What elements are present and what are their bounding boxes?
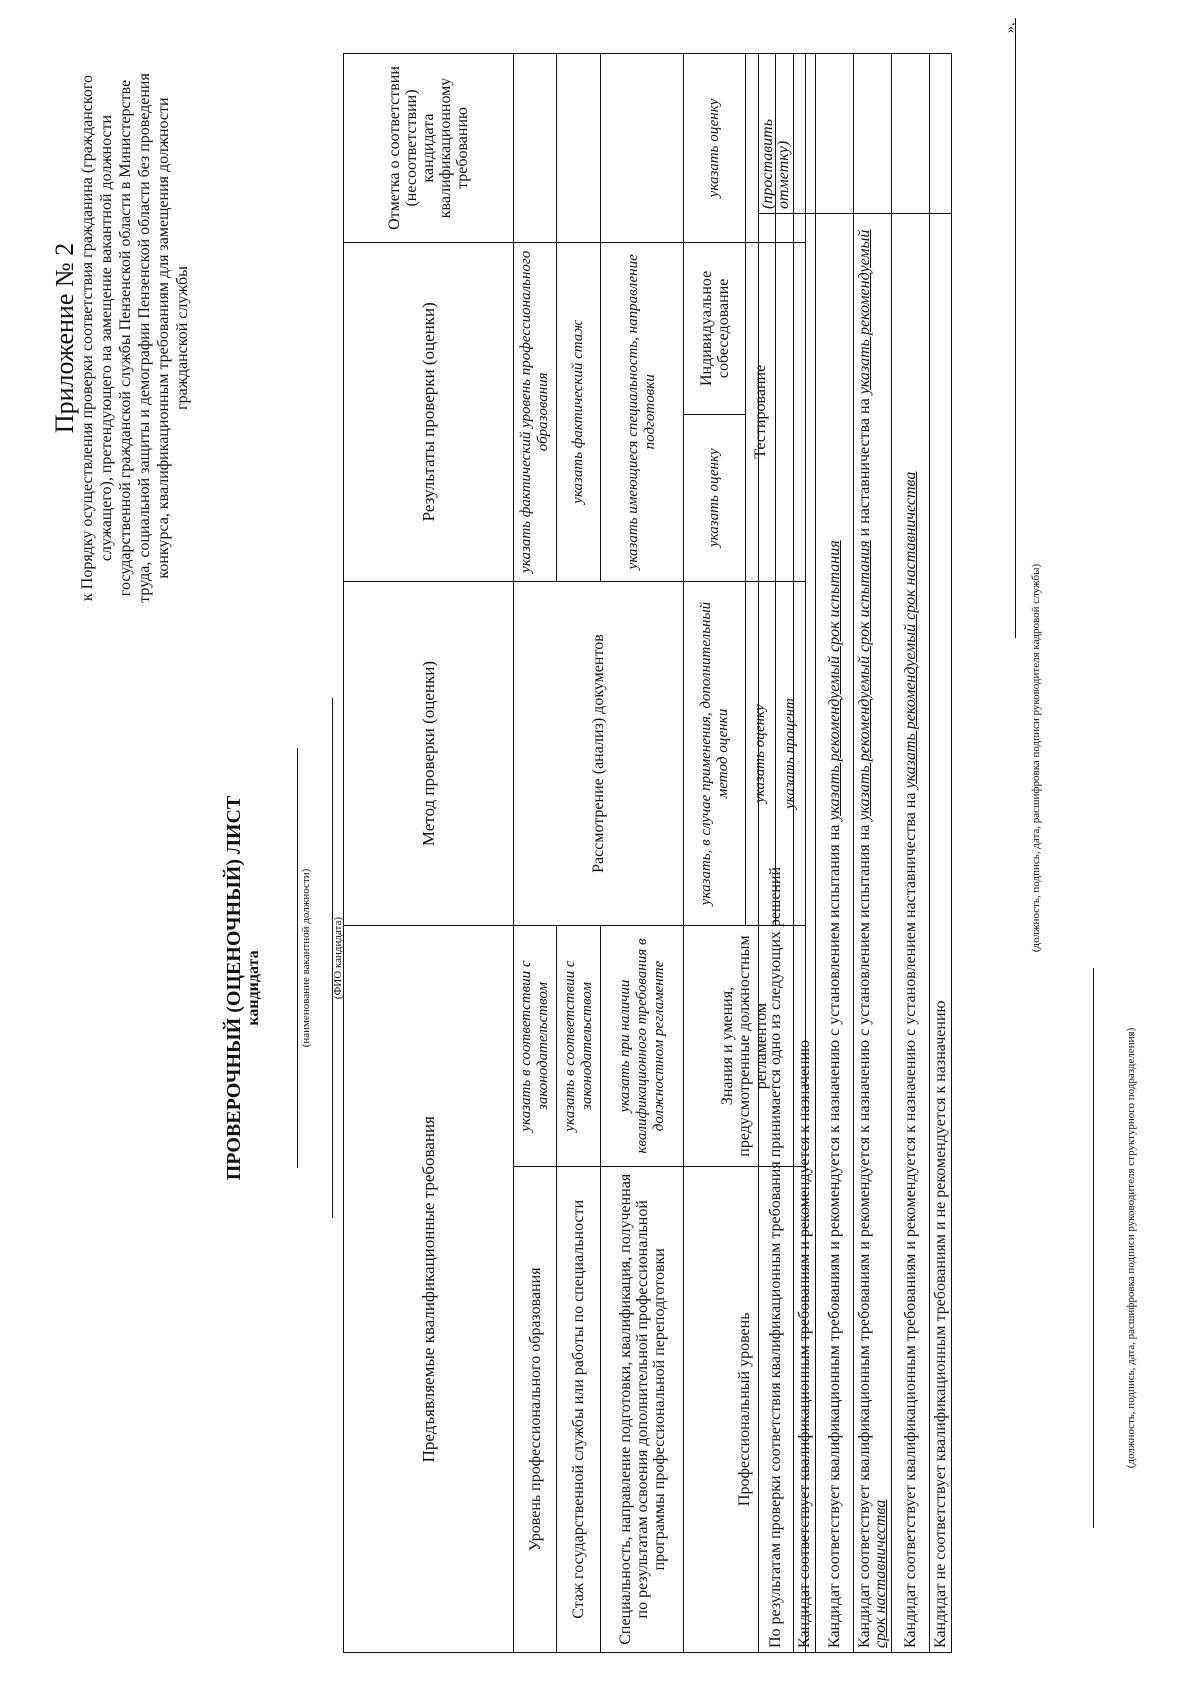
row-professional-req: Знания и умения, предусмотренные должностным регламентом <box>684 926 806 1166</box>
position-caption: (наименование вакантной должности) <box>300 868 312 1048</box>
row-specialty-name: Специальность, направление подготовки, квалификация, полученная по результатам освоения дополнительной профессиональной программы профессиональной переподготовки <box>601 1166 684 1652</box>
header-requirements: Предъявляемые квалификационные требования <box>344 926 514 1653</box>
row-professional-name: Профессиональный уровень <box>684 1166 806 1652</box>
decision-4-mark[interactable] <box>892 54 930 214</box>
row-experience-name: Стаж государственной службы или работы по специальности <box>557 1166 601 1652</box>
fio-caption: (ФИО кандидата) <box>332 916 344 1000</box>
appendix-text: к Порядку осуществления проверки соответствия гражданина (гражданского служащего), претендующего на замещение вакантной должности государственной гражданской службы Пензенской области в Министерстве труда, социальной защиты и демографии Пензенской области без проведения конкурса, квалификационным требованиям для замещения должности гражданской службы <box>79 73 191 603</box>
row-experience-req: указать в соответствии с законодательством <box>557 926 601 1166</box>
row-education-mark[interactable] <box>514 54 557 243</box>
extra-score: указать оценку <box>684 414 746 581</box>
row-experience-mark[interactable] <box>557 54 601 243</box>
signature-line-hr <box>1015 18 1016 638</box>
decisions-intro: По результатам проверки соответствия квалификационным требования принимается одно из следующих решений <box>759 213 794 1652</box>
decisions-table <box>758 53 952 1653</box>
row-specialty-req: указать при наличии квалификационного требования в должностном регламенте <box>601 926 684 1166</box>
decision-2-mark[interactable] <box>816 54 854 214</box>
method-documents: Рассмотрение (анализ) документов <box>514 581 684 926</box>
decision-3: Кандидат соответствует квалификационным требованиям и рекомендуется к назначению с установлением испытания на указать рекомендуемый срок испытания и наставничества на указать рекомендуемый срок наставничества <box>854 213 892 1652</box>
decision-5-mark[interactable] <box>930 54 952 214</box>
position-line <box>297 748 298 1168</box>
test-percent: указать процент <box>776 581 806 926</box>
decision-2: Кандидат соответствует квалификационным требованиям и рекомендуется к назначению с установлением испытания на указать рекомендуемый срок испытания <box>816 213 854 1652</box>
decision-5: Кандидат не соответствует квалификационным требованиям и не рекомендуется к назначению <box>930 213 952 1652</box>
decision-3-mark[interactable] <box>854 54 892 214</box>
interview-score: указать оценку <box>684 54 746 243</box>
decisions-mark-hint: (проставить отметку) <box>759 54 794 214</box>
row-education-req: указать в соответствии с законодательством <box>514 926 557 1166</box>
method-extra: указать, в случае применения, дополнительный метод оценки <box>684 581 746 926</box>
signature-caption-hr: (должность, подпись, дата, расшифровка подписи руководителя кадровой службы) <box>1030 563 1042 953</box>
signature-line-unit <box>1093 968 1094 1528</box>
form-subtitle: кандидата <box>245 950 262 1026</box>
header-method: Метод проверки (оценки) <box>344 581 514 926</box>
row-specialty-mark[interactable] <box>601 54 684 243</box>
row-specialty-result: указать имеющиеся специальность, направление подготовки <box>601 242 684 581</box>
method-interview: Индивидуальное собеседование <box>684 242 746 414</box>
appendix-title: Приложение № 2 <box>50 242 79 434</box>
test-score: указать оценку <box>746 581 776 926</box>
row-education-name: Уровень профессионального образования <box>514 1166 557 1652</box>
method-test: Тестирование <box>746 242 776 581</box>
decision-4: Кандидат соответствует квалификационным требованиям и рекомендуется к назначению с установлением наставничества на указать рекомендуемый срок наставничества <box>892 213 930 1652</box>
evaluation-table <box>343 53 806 1653</box>
row-experience-result: указать фактический стаж <box>557 242 601 581</box>
decision-1: Кандидат соответствует квалификационным требованиям и рекомендуется к назначению <box>794 213 816 1652</box>
form-title: ПРОВЕРОЧНЫЙ (ОЦЕНОЧНЫЙ) ЛИСТ <box>223 795 245 1181</box>
signature-caption-unit: (должность, подпись, дата, расшифровка подписи руководителя структурного подразделения) <box>1125 1027 1137 1469</box>
header-mark: Отметка о соответствии (несоответствии) кандидата квалификационному требованию <box>344 54 514 243</box>
row-education-result: указать фактический уровень профессионального образования <box>514 242 557 581</box>
signature-quote: », <box>1003 22 1018 33</box>
header-results: Результаты проверки (оценки) <box>344 242 514 581</box>
decision-1-mark[interactable] <box>794 54 816 214</box>
